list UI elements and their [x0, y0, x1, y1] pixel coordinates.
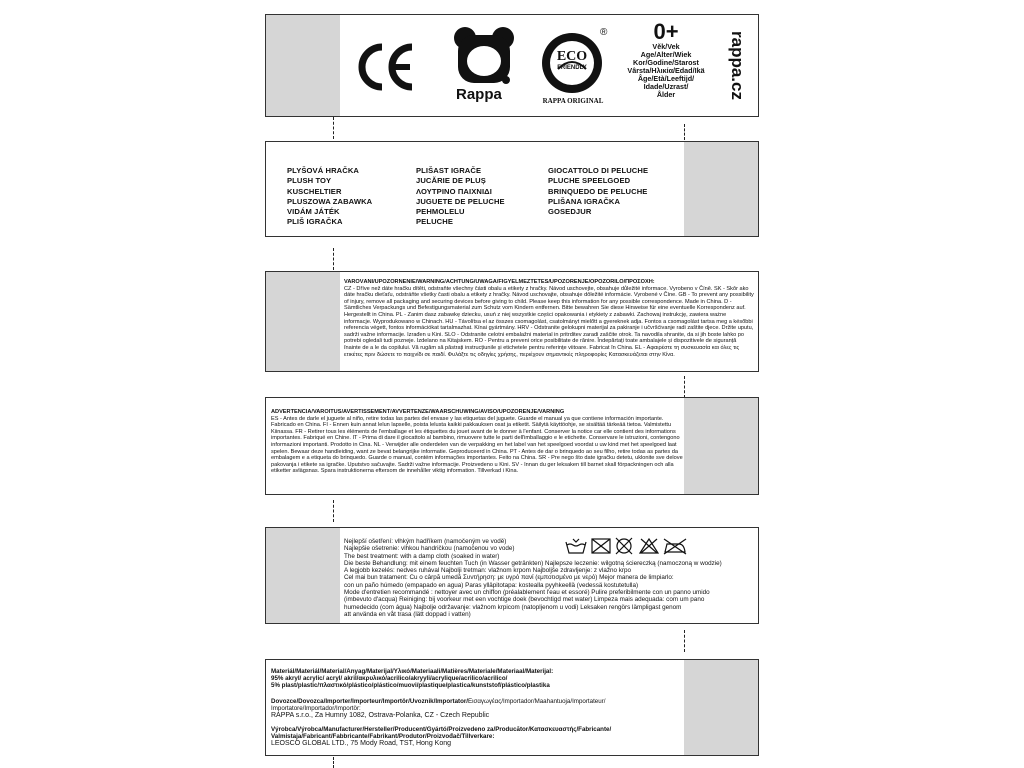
toy-name: GOSEDJUR [548, 207, 592, 217]
care-line: con un paño húmedo (empapado en agua) Paras ylläpitotapa: kostealla pyyhkeellä (vedessä kostutetulla) [344, 581, 639, 589]
age-value: 0+ [653, 19, 679, 44]
fold-line [333, 117, 334, 139]
materials-line: 5% plast/plastic/πλαστικό/plástico/plástico/muovi/plastique/plastica/kunststof/plástico/plastika [271, 682, 550, 690]
age-line: Ålder [656, 90, 676, 99]
care-line: A legjobb kezelés: nedves ruhával Najbolji tretman: vlažnom krpom Najboljše zdravljenje: z vlažno krpo [344, 567, 632, 575]
warning-2-text [271, 409, 683, 493]
eco-text: ECO [556, 49, 588, 64]
care-line: Cel mai bun tratament: Cu o cârpă umedă Συντήρηση: με υγρό πανί (εμποτισμένο με νερό) Mejor manera de limpiarlo: [344, 574, 674, 582]
care-line: att använda en våt trasa (lätt doppad i vatten) [344, 610, 471, 618]
manufacturer-label: Výrobca/Výrobca/Manufacturer/Hersteller/Producent/Gyártó/Proizvedeno za/Producător/Κατασκευαστής/Fabricante/ [271, 726, 612, 734]
age-block [618, 21, 714, 113]
care-line: Die beste Behandlung: mit einem feuchten Tuch (in Wasser getränkten) Najlepsze leczenie: wilgotną ściereczką (namoczoną w wodzie) [344, 559, 722, 567]
age-line: Věk/Vek [652, 42, 680, 51]
importer-label-line-2: Importatore/Importador/Importör: [271, 704, 361, 712]
care-line: Najlepšie ošetrenie: vlhkou handričkou (namočenou vo vode) [344, 545, 515, 553]
no-bleach-icon [592, 539, 610, 553]
registered-mark: ® [600, 27, 608, 38]
manufacturer-label-2: Valmistaja/Fabricant/Fabbricante/Fabrikant/Produtor/Proizvođač/Tillverkare: [271, 733, 495, 741]
toy-name: PELUCHE [416, 217, 453, 227]
blank-tab [266, 528, 340, 623]
fold-line [684, 124, 685, 140]
no-tumble-dry-icon [640, 539, 658, 553]
fold-line [684, 630, 685, 652]
warning-2-heading: ADVERTENCIA/VAROITUS/AVERTISSEMENT/AVVERTENZE/WAARSCHUWING/AVISO/UPOZORENJE/VARNING [271, 409, 565, 415]
age-line: Idade/Uzrast/ [643, 82, 689, 91]
hand-wash-icon [566, 539, 586, 553]
materials-text [271, 668, 683, 756]
toy-name: JUGUETE DE PELUCHE [416, 196, 505, 206]
warning-1-body: CZ - Dříve než dáte hračku dítěti, odstraňte všechny části obalu a etikety z hračky. Návod uschovejte, obsahuje důležité informace. Vyrobeno v Číně. SK - Skôr ako dáte hračku dieťaťu, odstráňte všetky časti obalu a etikety z hračky. Návod uschovajte, obsahuje dôležité informácie. Vyrobené v Číne. GB - To prevent any possibility of injury, remove all packaging and securing devices before giving to child. Please keep this information for any possible correspondence. Made in China. D - Sämtliches Verpackungs und Befestigungsmaterial zum Schutz vom Kindern entfernen. Bitte bewahren Sie diese Hinweise für eine eventuelle Korrespondenz auf. Hergestellt in China. PL - Zanim dasz zabawkę dziecku, usuń z niej wszystkie części opakowania i etykiety z zabawki. Zachowaj instrukcję, zawiera ważne informacje. Wyprodukowano w Chinach. HU - Távolítsa el az összes csomagolást, csatolmányt mielőtt a gyereknek adja. Fontos a csomagolást tartsa meg a későbbi referencia végett, fontos információkat tartalmazhat. Kínai gyártmány. HRV - Odstranite gelokupni materijal za pakiranje i učvršćivanje radi zaštite djece. Držite uputu, sadrži važne informacije. Izrađen u Kini. SLO - Odstranite celotni embalažni material in pritrditev zaradi zaščite otrok. Ta navodila shranite, da si jih boste lahko po potrebi ogledali tudi pozneje. Izdelano na Kitajskem. RO - Pentru a preveni orice posibilitate de rănire. Îndepărtați toate ambalajele și dispozitivele de siguranță înainte de a le da copilului. Vă rugăm să păstrați instrucțiunile și etichetele pentru referințe viitoare. Fabricat în China. EL - Αφαιρέστε τη συσκευασία και όλες τις ετικέτες πριν δώσετε το παιχνίδι σε παιδί. Φυλάξτε τις οδηγίες χρήσης, περιέχουν σημαντικές πληροφορίες Κατασκευάζεται στην Κίνα. [344, 285, 754, 358]
toy-name: PLIŠAST IGRAČE [416, 166, 482, 175]
blank-tab [684, 142, 758, 236]
care-text [344, 538, 758, 624]
toy-name: PLUCHE SPEELGOED [548, 176, 631, 186]
toy-name: ΛΟΥΤΡΙΝΟ ΠΑΙΧΝΙΔΙ [416, 186, 492, 196]
rappa-original-text: RAPPA ORIGINAL [542, 97, 604, 105]
fold-line [333, 248, 334, 270]
materials-label: Materiál/Materiál/Material/Anyag/Materijal/Υλικό/Materiaali/Matières/Materiale/Materiaal/Materijal: [271, 668, 554, 675]
materials-panel [265, 659, 759, 756]
warning-panel-1 [265, 271, 759, 372]
blank-tab [266, 272, 340, 371]
toy-name: PLIŠ IGRAČKA [287, 217, 343, 227]
care-line: humedecido (com água) Najbolje održavanje: vlažnom krpicom (natopljenom u vodi) Leksaken rengörs lämpligast genom [344, 603, 682, 611]
no-iron-icon [664, 539, 686, 554]
care-panel [265, 527, 759, 624]
toy-name: BRINQUEDO DE PELUCHE [548, 186, 648, 196]
importer-label-line: Dovozce/Dovozca/Importer/Importeur/Importör/Uvoznik/Importator/Εισαγωγέας/Importador/Maahantuoja/Importateur/ [271, 697, 606, 705]
ce-mark-icon [354, 39, 416, 95]
toy-name: PLUSZOWA ZABAWKA [287, 196, 373, 206]
warning-2-body: ES - Antes de darle el juguete al niño, retire todas las partes del envase y las etiquetas del juguete. Guarde el manual ya que contiene información importante. Fabricado en China. FI - Ennen kuin annat lelun lapselle, poista lelusta kaikki pakkauksen osat ja etiketit. Säilytä käyttöohje, se sisältää tärkeää tietoa. Valmistettu Kiinassa. FR - Retirer tous les éléments de l'emballage et les étiquettes du jouet avant de le donner à l'enfant. Conserver la notice car elle contient des informations importantes. Fabriqué en Chine. IT - Prima di dare il giocattolo al bambino, rimuovere tutte le parti dell'imballaggio e le etichette. Conservare le istruzioni, contengono informazioni importanti. Prodotto in Cina. NL - Verwijder alle onderdelen van de verpakking en het label van het speelgoed voordat u uw kind met het speelgoed laat spelen. Bewaar deze handleiding, want ze bevat belangrijke informatie. Geproduceerd in China. PT - Antes de dar o brinquedo ao seu filho, retire todas as partes da embalagem e a etiqueta do brinquedo. Guarde o manual, contém informações importantes. Feito na China. SR - Pre nego što date igračku detetu, uklonite sve delove pakovanja i etikete sa igračke. Uputstvo sačuvajte. Sadrži važne informacije. Proizvedeno u Kini. SV - Innan du ger leksaken till barnet skall förpackningen och alla etiketter avlägsnas. Spara instruktionerna eftersom de innehåller viktig information. Tillverkad i Kina. [271, 415, 683, 475]
fold-line [333, 757, 334, 768]
eco-friendly-seal-icon [538, 25, 612, 109]
rappa-bear-logo-icon [452, 25, 516, 107]
age-line: Kor/Godine/Starost [633, 58, 699, 67]
age-line: Vârsta/Ηλικία/Edad/Ikä [627, 66, 705, 75]
toy-name: KUSCHELTIER [287, 186, 342, 196]
fold-line [684, 376, 685, 398]
toy-name: VIDÁM JÁTÉK [287, 207, 340, 217]
toy-name: PLYŠOVÁ HRAČKA [287, 166, 360, 175]
friendly-text: FRIENDLY [557, 65, 587, 71]
care-line: Nejlepší ošetření: vlhkým hadříkem (namočeným ve vodě) [344, 538, 507, 545]
toy-name: PLUSH TOY [287, 176, 332, 186]
age-line: Age/Alter/Wiek [640, 50, 692, 59]
blank-tab [266, 15, 340, 116]
manufacturer-value: LEOSCO GLOBAL LTD., 75 Mody Road, TST, Hong Kong [271, 740, 452, 748]
care-symbols [564, 536, 694, 556]
materials-line: 95% akryl/ acrylic/ acryl/ akril/ακρυλικό/acrilico/akryyli/acrylique/acrilico/acrilico/ [271, 675, 508, 683]
logo-panel [265, 14, 759, 117]
importer-value: RAPPA s.r.o., Za Humny 1082, Ostrava-Polanka, CZ - Czech Republic [271, 712, 490, 720]
toy-names-col-2 [416, 166, 505, 228]
no-dry-clean-icon [616, 538, 632, 554]
care-line: Mode d'entretien recommandé : nettoyer avec un chiffon (préalablement l'eau et essoré) Pulire preferibilmente con un panno umido [344, 589, 710, 597]
blank-tab [684, 660, 758, 755]
toy-names-col-3 [548, 166, 648, 217]
rappa-cz-vertical-text: rappa.cz [728, 31, 747, 100]
warning-1-text [344, 279, 754, 371]
toy-names-col-1 [287, 166, 372, 228]
fold-line [333, 500, 334, 522]
care-line: The best treatment: with a damp cloth (soaked in water) [344, 552, 500, 560]
toy-name: JUCĂRIE DE PLUȘ [416, 176, 486, 186]
rappa-brand-text: Rappa [456, 86, 502, 103]
age-line: Âge/Età/Leeftijd/ [637, 74, 695, 83]
care-line: (imbevuto d'acqua) Reiniging: bij voorkeur met een vochtige doek (bevochtigd met water) Limpeza mais adequada: com um pano [344, 596, 705, 604]
toy-name: GIOCATTOLO DI PELUCHE [548, 166, 649, 175]
toy-name: PLIŠANA IGRAČKA [548, 196, 621, 206]
toy-name: PEHMOLELU [416, 207, 465, 217]
blank-tab [684, 398, 758, 494]
warning-panel-2 [265, 397, 759, 495]
toy-names-panel [265, 141, 759, 237]
warning-1-heading: VAROVÁNÍ/UPOZORNENIE/WARNING/ACHTUNG/UWAGA/FIGYELMEZTETÉS/UPOZORENJE/OPOZORILO/ΠΡΟΣΟΧΗ: [344, 279, 655, 285]
